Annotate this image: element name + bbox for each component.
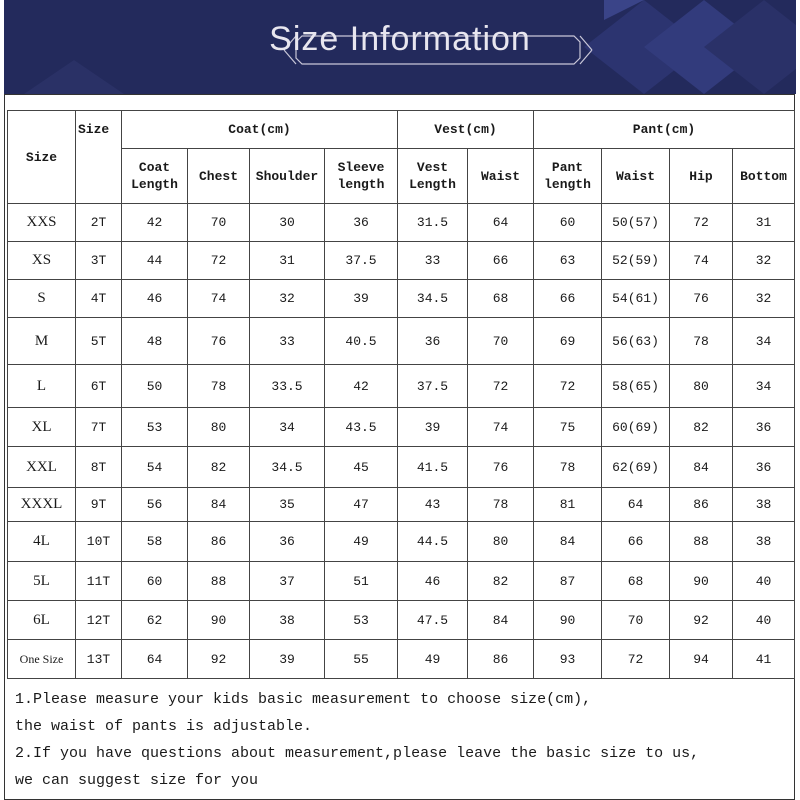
measure-cell: 41 xyxy=(733,640,795,679)
size-label-cell: L xyxy=(8,365,76,408)
size-code-cell: 2T xyxy=(76,204,122,242)
measure-cell: 36 xyxy=(733,447,795,488)
measure-cell: 78 xyxy=(670,318,733,365)
measure-cell: 68 xyxy=(602,562,670,601)
size-label-cell: XXS xyxy=(8,204,76,242)
measure-cell: 42 xyxy=(325,365,398,408)
measure-cell: 60 xyxy=(122,562,188,601)
header-pant-group: Pant(cm) xyxy=(534,111,795,149)
measure-cell: 43.5 xyxy=(325,408,398,447)
measure-cell: 32 xyxy=(733,242,795,280)
measure-cell: 34.5 xyxy=(250,447,325,488)
measure-cell: 66 xyxy=(602,522,670,562)
measure-cell: 75 xyxy=(534,408,602,447)
measure-cell: 70 xyxy=(602,601,670,640)
measure-cell: 37.5 xyxy=(325,242,398,280)
measure-cell: 33.5 xyxy=(250,365,325,408)
measure-cell: 64 xyxy=(602,488,670,522)
table-row xyxy=(8,522,795,562)
measure-cell: 72 xyxy=(534,365,602,408)
size-code-cell: 7T xyxy=(76,408,122,447)
header-chest: Chest xyxy=(188,149,250,204)
measure-cell: 32 xyxy=(733,280,795,318)
header-vest-group: Vest(cm) xyxy=(398,111,534,149)
measure-cell: 34 xyxy=(733,365,795,408)
measure-cell: 76 xyxy=(670,280,733,318)
measure-cell: 38 xyxy=(733,488,795,522)
measure-cell: 74 xyxy=(670,242,733,280)
measure-cell: 81 xyxy=(534,488,602,522)
measure-cell: 86 xyxy=(670,488,733,522)
measure-cell: 90 xyxy=(188,601,250,640)
measure-cell: 62(69) xyxy=(602,447,670,488)
measure-cell: 53 xyxy=(325,601,398,640)
measure-cell: 38 xyxy=(733,522,795,562)
table-row xyxy=(8,562,795,601)
header-row-group xyxy=(8,111,795,149)
measure-cell: 90 xyxy=(534,601,602,640)
size-code-cell: 5T xyxy=(76,318,122,365)
measure-cell: 53 xyxy=(122,408,188,447)
measure-cell: 87 xyxy=(534,562,602,601)
measure-cell: 37 xyxy=(250,562,325,601)
measure-cell: 34.5 xyxy=(398,280,468,318)
measure-cell: 32 xyxy=(250,280,325,318)
measure-cell: 92 xyxy=(188,640,250,679)
measure-cell: 48 xyxy=(122,318,188,365)
measure-cell: 86 xyxy=(468,640,534,679)
table-row xyxy=(8,242,795,280)
measure-cell: 36 xyxy=(398,318,468,365)
note-line-3: 2.If you have questions about measurement,please leave the basic size to us, xyxy=(15,745,700,762)
size-label-cell: XXL xyxy=(8,447,76,488)
measure-cell: 54(61) xyxy=(602,280,670,318)
measure-cell: 33 xyxy=(398,242,468,280)
measure-cell: 78 xyxy=(188,365,250,408)
measure-cell: 39 xyxy=(250,640,325,679)
header-pant-waist: Waist xyxy=(602,149,670,204)
measure-cell: 82 xyxy=(468,562,534,601)
measure-cell: 60(69) xyxy=(602,408,670,447)
measure-cell: 50(57) xyxy=(602,204,670,242)
measure-cell: 82 xyxy=(670,408,733,447)
size-code-cell: 13T xyxy=(76,640,122,679)
measure-cell: 80 xyxy=(670,365,733,408)
table-row xyxy=(8,280,795,318)
measure-cell: 62 xyxy=(122,601,188,640)
measure-cell: 40.5 xyxy=(325,318,398,365)
measure-cell: 69 xyxy=(534,318,602,365)
measure-cell: 74 xyxy=(188,280,250,318)
measure-cell: 46 xyxy=(398,562,468,601)
measure-cell: 56(63) xyxy=(602,318,670,365)
header-sleeve-length: Sleeve length xyxy=(325,149,398,204)
measure-cell: 41.5 xyxy=(398,447,468,488)
header-shoulder: Shoulder xyxy=(250,149,325,204)
table-row xyxy=(8,601,795,640)
size-table xyxy=(7,110,795,679)
measure-cell: 78 xyxy=(468,488,534,522)
size-label-cell: 5L xyxy=(8,562,76,601)
measure-cell: 47 xyxy=(325,488,398,522)
measure-cell: 54 xyxy=(122,447,188,488)
size-code-cell: 10T xyxy=(76,522,122,562)
size-code-cell: 6T xyxy=(76,365,122,408)
size-code-cell: 8T xyxy=(76,447,122,488)
measure-cell: 84 xyxy=(534,522,602,562)
size-code-cell: 12T xyxy=(76,601,122,640)
header-coat-group: Coat(cm) xyxy=(122,111,398,149)
table-row xyxy=(8,365,795,408)
measure-cell: 84 xyxy=(188,488,250,522)
measure-cell: 31 xyxy=(733,204,795,242)
measure-cell: 58(65) xyxy=(602,365,670,408)
measure-cell: 76 xyxy=(468,447,534,488)
measure-cell: 94 xyxy=(670,640,733,679)
header-hip: Hip xyxy=(670,149,733,204)
measure-cell: 76 xyxy=(188,318,250,365)
size-label-cell: XL xyxy=(8,408,76,447)
measure-cell: 52(59) xyxy=(602,242,670,280)
note-line-2: the waist of pants is adjustable. xyxy=(15,718,313,735)
measure-cell: 88 xyxy=(670,522,733,562)
measure-cell: 72 xyxy=(188,242,250,280)
measure-cell: 84 xyxy=(670,447,733,488)
measure-cell: 31 xyxy=(250,242,325,280)
measure-cell: 39 xyxy=(325,280,398,318)
measure-cell: 93 xyxy=(534,640,602,679)
measure-cell: 56 xyxy=(122,488,188,522)
size-label-cell: One Size xyxy=(8,640,76,679)
measure-cell: 80 xyxy=(468,522,534,562)
table-row xyxy=(8,640,795,679)
measure-cell: 72 xyxy=(468,365,534,408)
measure-cell: 64 xyxy=(468,204,534,242)
measure-cell: 84 xyxy=(468,601,534,640)
measure-cell: 35 xyxy=(250,488,325,522)
measure-cell: 70 xyxy=(468,318,534,365)
size-label-cell: 4L xyxy=(8,522,76,562)
note-line-4: we can suggest size for you xyxy=(15,772,259,789)
table-row xyxy=(8,318,795,365)
header-row-columns xyxy=(8,149,795,204)
measure-cell: 45 xyxy=(325,447,398,488)
measure-cell: 64 xyxy=(122,640,188,679)
banner-title: Size Information xyxy=(269,20,531,58)
measure-cell: 49 xyxy=(325,522,398,562)
measure-cell: 60 xyxy=(534,204,602,242)
measure-cell: 72 xyxy=(670,204,733,242)
table-row xyxy=(8,204,795,242)
measure-cell: 47.5 xyxy=(398,601,468,640)
header-coat-length: Coat Length xyxy=(122,149,188,204)
size-code-cell: 9T xyxy=(76,488,122,522)
size-label-cell: XXXL xyxy=(8,488,76,522)
measure-cell: 44 xyxy=(122,242,188,280)
measure-cell: 82 xyxy=(188,447,250,488)
header-size-code: Size xyxy=(76,111,122,204)
header-pant-length: Pant length xyxy=(534,149,602,204)
table-row xyxy=(8,408,795,447)
measure-cell: 80 xyxy=(188,408,250,447)
measure-cell: 40 xyxy=(733,562,795,601)
header-vest-waist: Waist xyxy=(468,149,534,204)
measure-cell: 36 xyxy=(733,408,795,447)
size-label-cell: XS xyxy=(8,242,76,280)
measure-cell: 70 xyxy=(188,204,250,242)
measure-cell: 63 xyxy=(534,242,602,280)
header-bottom: Bottom xyxy=(733,149,795,204)
measure-cell: 92 xyxy=(670,601,733,640)
measure-cell: 88 xyxy=(188,562,250,601)
measure-cell: 42 xyxy=(122,204,188,242)
size-label-cell: M xyxy=(8,318,76,365)
measure-cell: 78 xyxy=(534,447,602,488)
size-code-cell: 3T xyxy=(76,242,122,280)
measure-cell: 31.5 xyxy=(398,204,468,242)
measure-cell: 74 xyxy=(468,408,534,447)
size-label-cell: 6L xyxy=(8,601,76,640)
header-vest-length: Vest Length xyxy=(398,149,468,204)
table-row xyxy=(8,488,795,522)
measure-cell: 51 xyxy=(325,562,398,601)
measure-cell: 39 xyxy=(398,408,468,447)
measure-cell: 30 xyxy=(250,204,325,242)
measure-cell: 43 xyxy=(398,488,468,522)
measure-cell: 36 xyxy=(250,522,325,562)
header-banner xyxy=(4,0,796,94)
measure-cell: 86 xyxy=(188,522,250,562)
measure-cell: 36 xyxy=(325,204,398,242)
measure-cell: 38 xyxy=(250,601,325,640)
measure-cell: 49 xyxy=(398,640,468,679)
size-code-cell: 11T xyxy=(76,562,122,601)
measure-cell: 44.5 xyxy=(398,522,468,562)
measure-cell: 58 xyxy=(122,522,188,562)
size-label-cell: S xyxy=(8,280,76,318)
measure-cell: 37.5 xyxy=(398,365,468,408)
measure-cell: 50 xyxy=(122,365,188,408)
measure-cell: 72 xyxy=(602,640,670,679)
measure-cell: 66 xyxy=(534,280,602,318)
measure-cell: 34 xyxy=(250,408,325,447)
size-code-cell: 4T xyxy=(76,280,122,318)
measure-cell: 90 xyxy=(670,562,733,601)
measure-cell: 55 xyxy=(325,640,398,679)
measure-cell: 46 xyxy=(122,280,188,318)
table-row xyxy=(8,447,795,488)
note-line-1: 1.Please measure your kids basic measurement to choose size(cm), xyxy=(15,691,592,708)
measure-cell: 40 xyxy=(733,601,795,640)
measure-cell: 66 xyxy=(468,242,534,280)
measure-cell: 33 xyxy=(250,318,325,365)
measure-cell: 34 xyxy=(733,318,795,365)
header-size-label: Size xyxy=(8,111,76,204)
measure-cell: 68 xyxy=(468,280,534,318)
notes-section xyxy=(15,686,699,794)
